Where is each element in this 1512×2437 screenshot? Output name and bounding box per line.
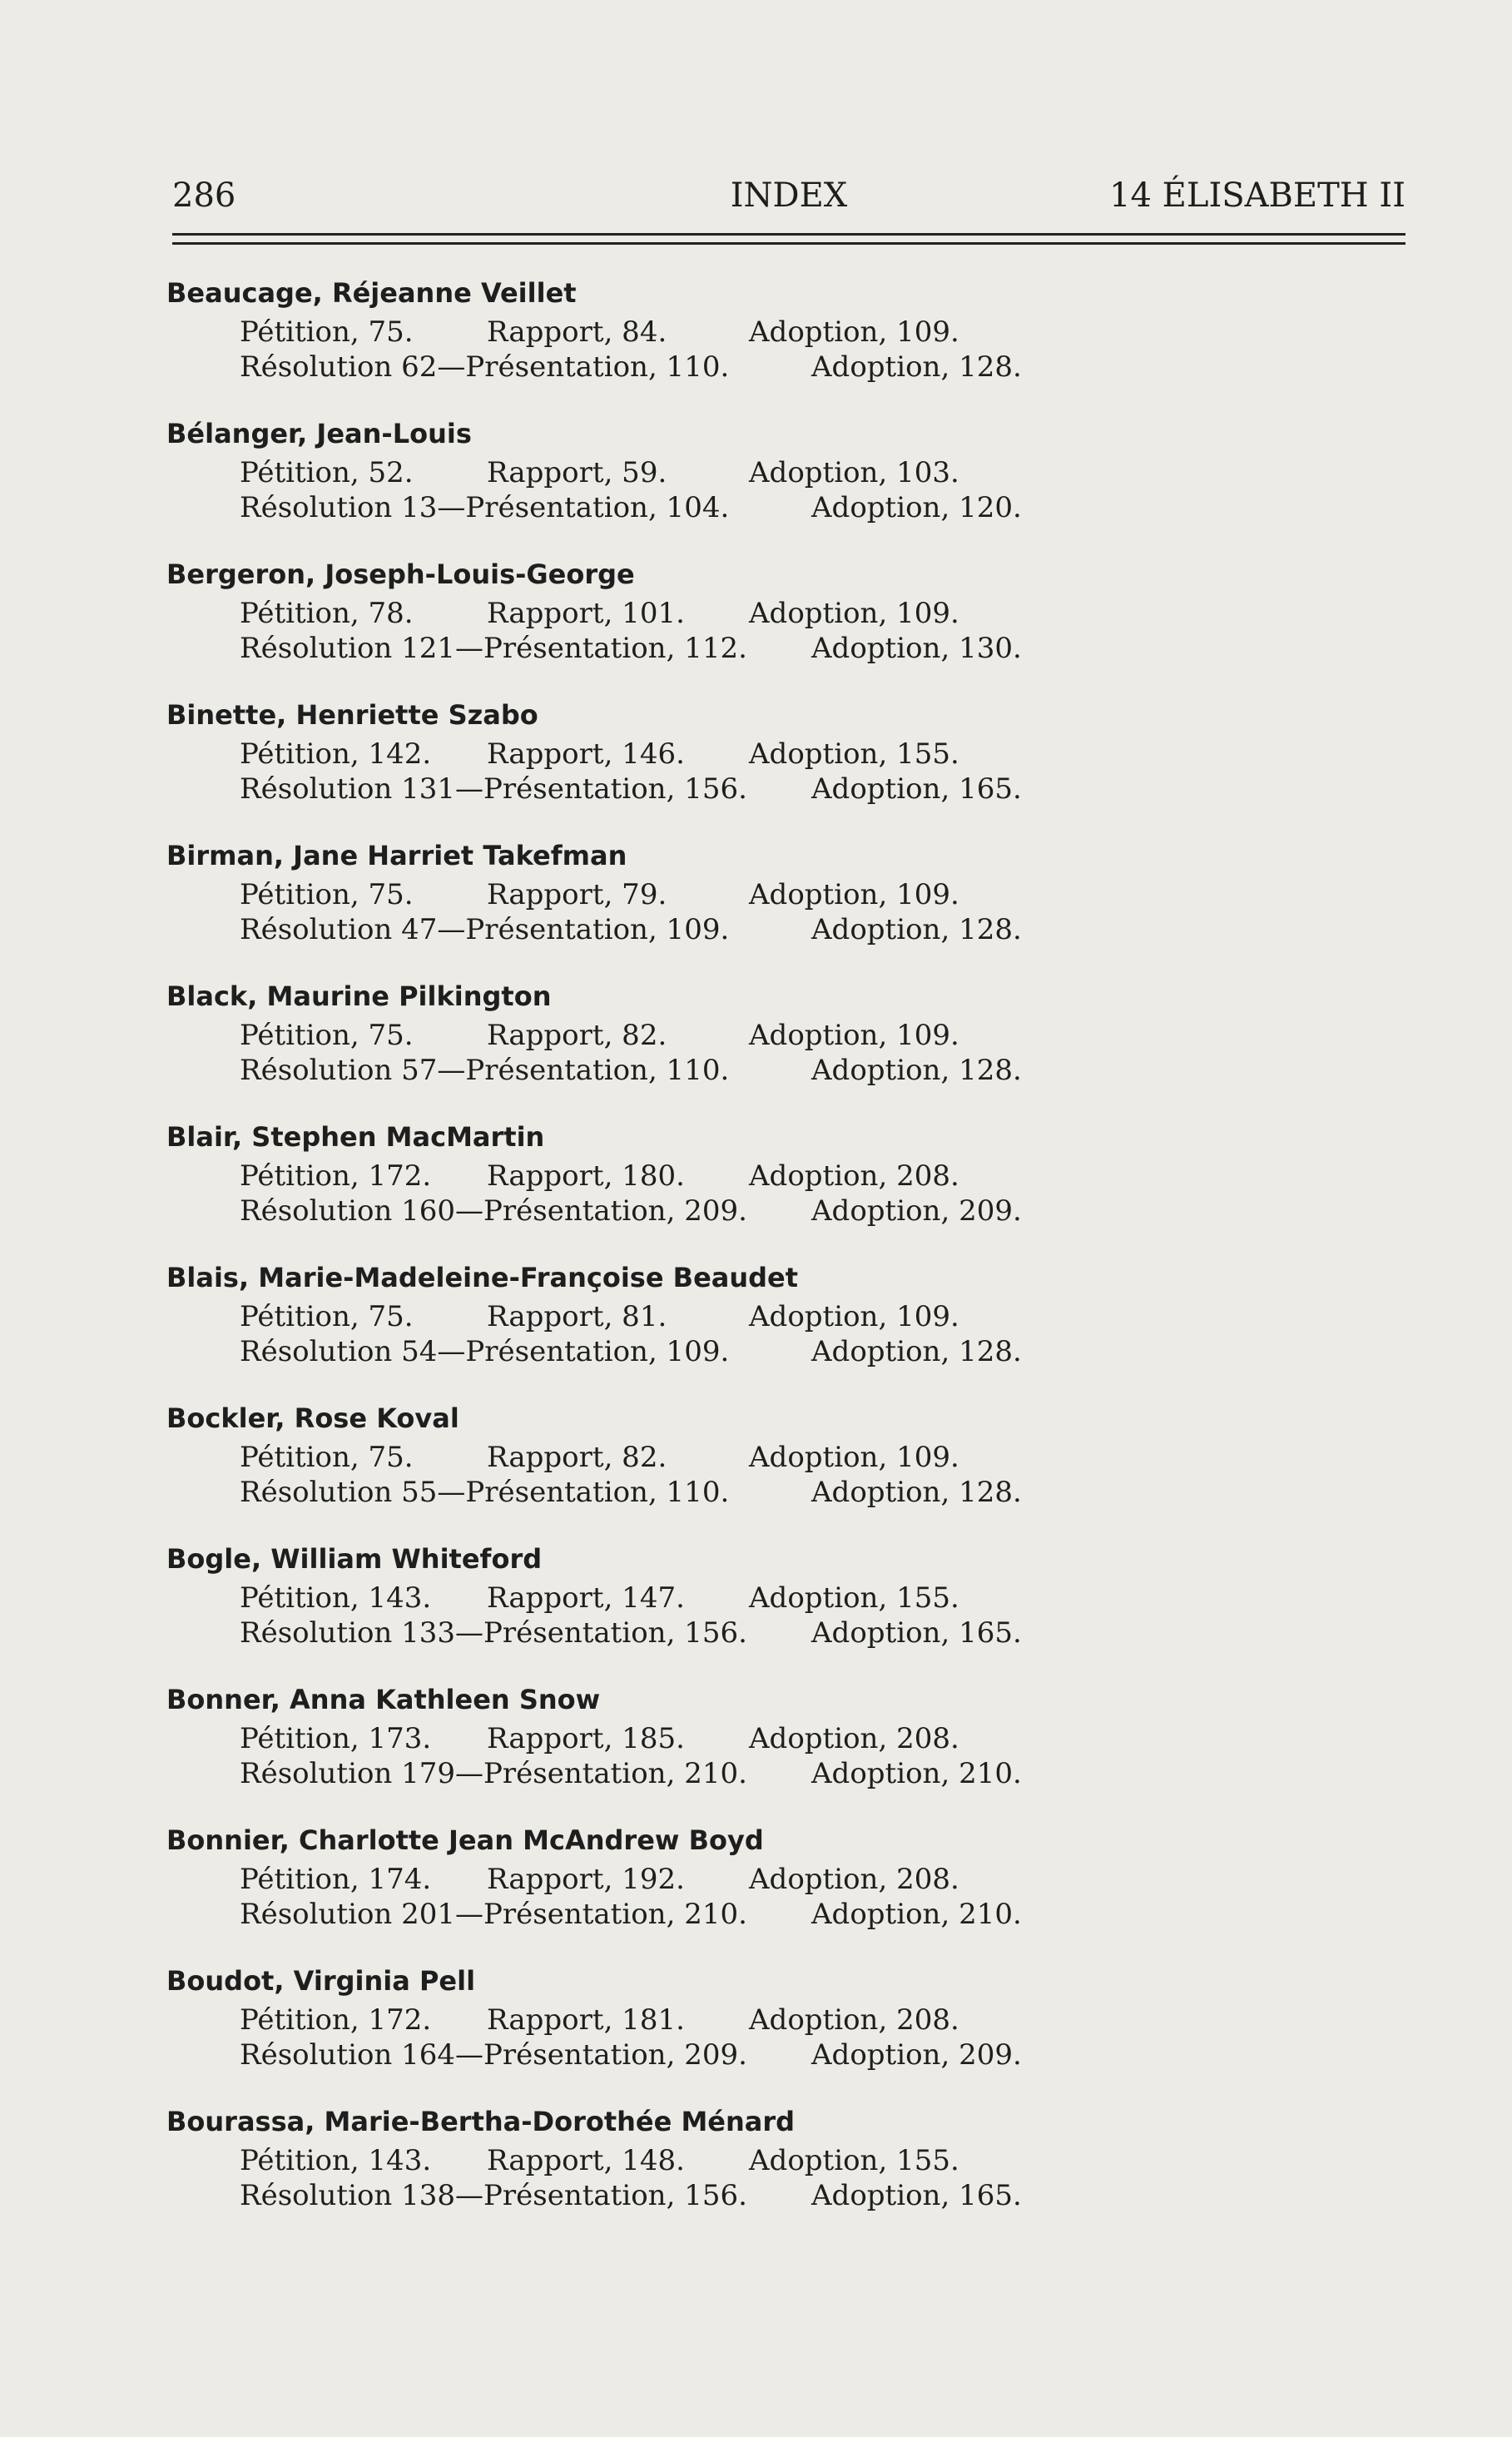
resolution-adoption-ref: Adoption, 165.	[811, 1616, 1022, 1650]
resolution-ref: Résolution 55—Présentation, 110.	[240, 1476, 730, 1509]
entry-name: Blair, Stephen MacMartin	[166, 1121, 545, 1153]
adoption-ref: Adoption, 109.	[749, 315, 959, 349]
entry-petition-line	[166, 1018, 1415, 1053]
entry-resolution-line	[166, 1194, 1415, 1228]
entry-resolution-line	[166, 1053, 1415, 1088]
resolution-adoption-ref: Adoption, 165.	[811, 772, 1022, 806]
rapport-ref: Rapport, 148.	[487, 2144, 685, 2177]
entry-resolution-line	[166, 1756, 1415, 1791]
adoption-ref: Adoption, 109.	[749, 597, 959, 630]
resolution-ref: Résolution 179—Présentation, 210.	[240, 1757, 747, 1790]
resolution-adoption-ref: Adoption, 210.	[811, 1757, 1022, 1790]
entry-name: Black, Maurine Pilkington	[166, 980, 552, 1012]
petition-ref: Pétition, 172.	[240, 2003, 432, 2037]
petition-ref: Pétition, 174.	[240, 1863, 432, 1896]
resolution-adoption-ref: Adoption, 165.	[811, 2179, 1022, 2212]
resolution-ref: Résolution 47—Présentation, 109.	[240, 913, 730, 946]
page-title: INDEX	[730, 176, 848, 215]
index-entry	[166, 1681, 1415, 1822]
entry-petition-line	[166, 737, 1415, 772]
entry-resolution-line	[166, 1616, 1415, 1650]
entry-name: Bergeron, Joseph-Louis-George	[166, 558, 635, 590]
entry-petition-line	[166, 315, 1415, 350]
index-entry	[166, 1541, 1415, 1681]
entry-resolution-line	[166, 490, 1415, 525]
resolution-adoption-ref: Adoption, 130.	[811, 632, 1022, 665]
rapport-ref: Rapport, 146.	[487, 737, 685, 771]
adoption-ref: Adoption, 208.	[749, 1863, 959, 1896]
resolution-adoption-ref: Adoption, 209.	[811, 1194, 1022, 1228]
adoption-ref: Adoption, 155.	[749, 2144, 959, 2177]
petition-ref: Pétition, 75.	[240, 878, 414, 911]
rapport-ref: Rapport, 147.	[487, 1581, 685, 1615]
resolution-ref: Résolution 164—Présentation, 209.	[240, 2038, 747, 2072]
resolution-ref: Résolution 13—Présentation, 104.	[240, 491, 730, 524]
petition-ref: Pétition, 173.	[240, 1722, 432, 1755]
entry-petition-line	[166, 1581, 1415, 1616]
adoption-ref: Adoption, 103.	[749, 456, 959, 489]
entry-name: Blais, Marie-Madeleine-Françoise Beaudet	[166, 1262, 799, 1293]
entry-resolution-line	[166, 1334, 1415, 1369]
entry-resolution-line	[166, 772, 1415, 807]
index-entry	[166, 1259, 1415, 1400]
index-entry	[166, 697, 1415, 837]
adoption-ref: Adoption, 109.	[749, 1441, 959, 1474]
resolution-adoption-ref: Adoption, 209.	[811, 2038, 1022, 2072]
petition-ref: Pétition, 172.	[240, 1159, 432, 1193]
resolution-ref: Résolution 160—Présentation, 209.	[240, 1194, 747, 1228]
rapport-ref: Rapport, 185.	[487, 1722, 685, 1755]
resolution-adoption-ref: Adoption, 120.	[811, 491, 1022, 524]
page-number: 286	[172, 176, 236, 215]
rapport-ref: Rapport, 82.	[487, 1441, 667, 1474]
index-entry	[166, 978, 1415, 1119]
entry-petition-line	[166, 1299, 1415, 1334]
adoption-ref: Adoption, 109.	[749, 878, 959, 911]
entry-name: Bockler, Rose Koval	[166, 1402, 459, 1434]
petition-ref: Pétition, 75.	[240, 315, 414, 349]
adoption-ref: Adoption, 208.	[749, 1722, 959, 1755]
entry-name: Beaucage, Réjeanne Veillet	[166, 277, 577, 309]
rapport-ref: Rapport, 81.	[487, 1300, 667, 1333]
rapport-ref: Rapport, 180.	[487, 1159, 685, 1193]
entry-petition-line	[166, 2143, 1415, 2178]
entry-name: Binette, Henriette Szabo	[166, 699, 538, 731]
rapport-ref: Rapport, 84.	[487, 315, 667, 349]
petition-ref: Pétition, 78.	[240, 597, 414, 630]
petition-ref: Pétition, 75.	[240, 1441, 414, 1474]
entry-petition-line	[166, 455, 1415, 490]
entry-name: Bonner, Anna Kathleen Snow	[166, 1684, 601, 1715]
petition-ref: Pétition, 75.	[240, 1019, 414, 1052]
resolution-ref: Résolution 133—Présentation, 156.	[240, 1616, 747, 1650]
resolution-adoption-ref: Adoption, 128.	[811, 913, 1022, 946]
petition-ref: Pétition, 143.	[240, 2144, 432, 2177]
adoption-ref: Adoption, 155.	[749, 1581, 959, 1615]
index-entry	[166, 2103, 1415, 2244]
entry-name: Bélanger, Jean-Louis	[166, 418, 472, 449]
adoption-ref: Adoption, 109.	[749, 1300, 959, 1333]
index-entry	[166, 837, 1415, 978]
entry-resolution-line	[166, 1475, 1415, 1510]
entry-petition-line	[166, 596, 1415, 631]
entry-resolution-line	[166, 1897, 1415, 1932]
page-header	[172, 171, 1405, 221]
resolution-adoption-ref: Adoption, 210.	[811, 1898, 1022, 1931]
index-entry	[166, 1822, 1415, 1963]
resolution-adoption-ref: Adoption, 128.	[811, 1335, 1022, 1368]
resolution-ref: Résolution 121—Présentation, 112.	[240, 632, 747, 665]
entry-petition-line	[166, 1721, 1415, 1756]
petition-ref: Pétition, 142.	[240, 737, 432, 771]
entry-resolution-line	[166, 912, 1415, 947]
running-head: 14 ÉLISABETH II	[1109, 176, 1405, 215]
header-rule-top	[172, 233, 1405, 236]
entry-name: Bonnier, Charlotte Jean McAndrew Boyd	[166, 1824, 764, 1856]
entry-name: Birman, Jane Harriet Takefman	[166, 840, 627, 871]
index-entry	[166, 1963, 1415, 2103]
entry-petition-line	[166, 877, 1415, 912]
index-entry	[166, 1400, 1415, 1541]
entry-resolution-line	[166, 631, 1415, 666]
index-entry	[166, 275, 1415, 415]
resolution-ref: Résolution 138—Présentation, 156.	[240, 2179, 747, 2212]
resolution-ref: Résolution 62—Présentation, 110.	[240, 350, 730, 384]
entry-resolution-line	[166, 350, 1415, 385]
resolution-ref: Résolution 201—Présentation, 210.	[240, 1898, 747, 1931]
resolution-adoption-ref: Adoption, 128.	[811, 1476, 1022, 1509]
entry-resolution-line	[166, 2178, 1415, 2213]
resolution-ref: Résolution 54—Présentation, 109.	[240, 1335, 730, 1368]
resolution-ref: Résolution 131—Présentation, 156.	[240, 772, 747, 806]
rapport-ref: Rapport, 59.	[487, 456, 667, 489]
rapport-ref: Rapport, 181.	[487, 2003, 685, 2037]
rapport-ref: Rapport, 192.	[487, 1863, 685, 1896]
index-entries	[166, 275, 1415, 2244]
entry-petition-line	[166, 1862, 1415, 1897]
entry-petition-line	[166, 2003, 1415, 2037]
header-rule-bottom	[172, 242, 1405, 245]
resolution-ref: Résolution 57—Présentation, 110.	[240, 1054, 730, 1087]
adoption-ref: Adoption, 109.	[749, 1019, 959, 1052]
petition-ref: Pétition, 75.	[240, 1300, 414, 1333]
entry-petition-line	[166, 1440, 1415, 1475]
adoption-ref: Adoption, 155.	[749, 737, 959, 771]
rapport-ref: Rapport, 79.	[487, 878, 667, 911]
entry-name: Boudot, Virginia Pell	[166, 1965, 476, 1997]
index-entry	[166, 415, 1415, 556]
entry-resolution-line	[166, 2037, 1415, 2072]
index-entry	[166, 1119, 1415, 1259]
index-entry	[166, 556, 1415, 697]
entry-petition-line	[166, 1159, 1415, 1194]
rapport-ref: Rapport, 82.	[487, 1019, 667, 1052]
petition-ref: Pétition, 52.	[240, 456, 414, 489]
resolution-adoption-ref: Adoption, 128.	[811, 1054, 1022, 1087]
entry-name: Bourassa, Marie-Bertha-Dorothée Ménard	[166, 2106, 796, 2137]
petition-ref: Pétition, 143.	[240, 1581, 432, 1615]
rapport-ref: Rapport, 101.	[487, 597, 685, 630]
entry-name: Bogle, William Whiteford	[166, 1543, 543, 1575]
adoption-ref: Adoption, 208.	[749, 1159, 959, 1193]
resolution-adoption-ref: Adoption, 128.	[811, 350, 1022, 384]
adoption-ref: Adoption, 208.	[749, 2003, 959, 2037]
